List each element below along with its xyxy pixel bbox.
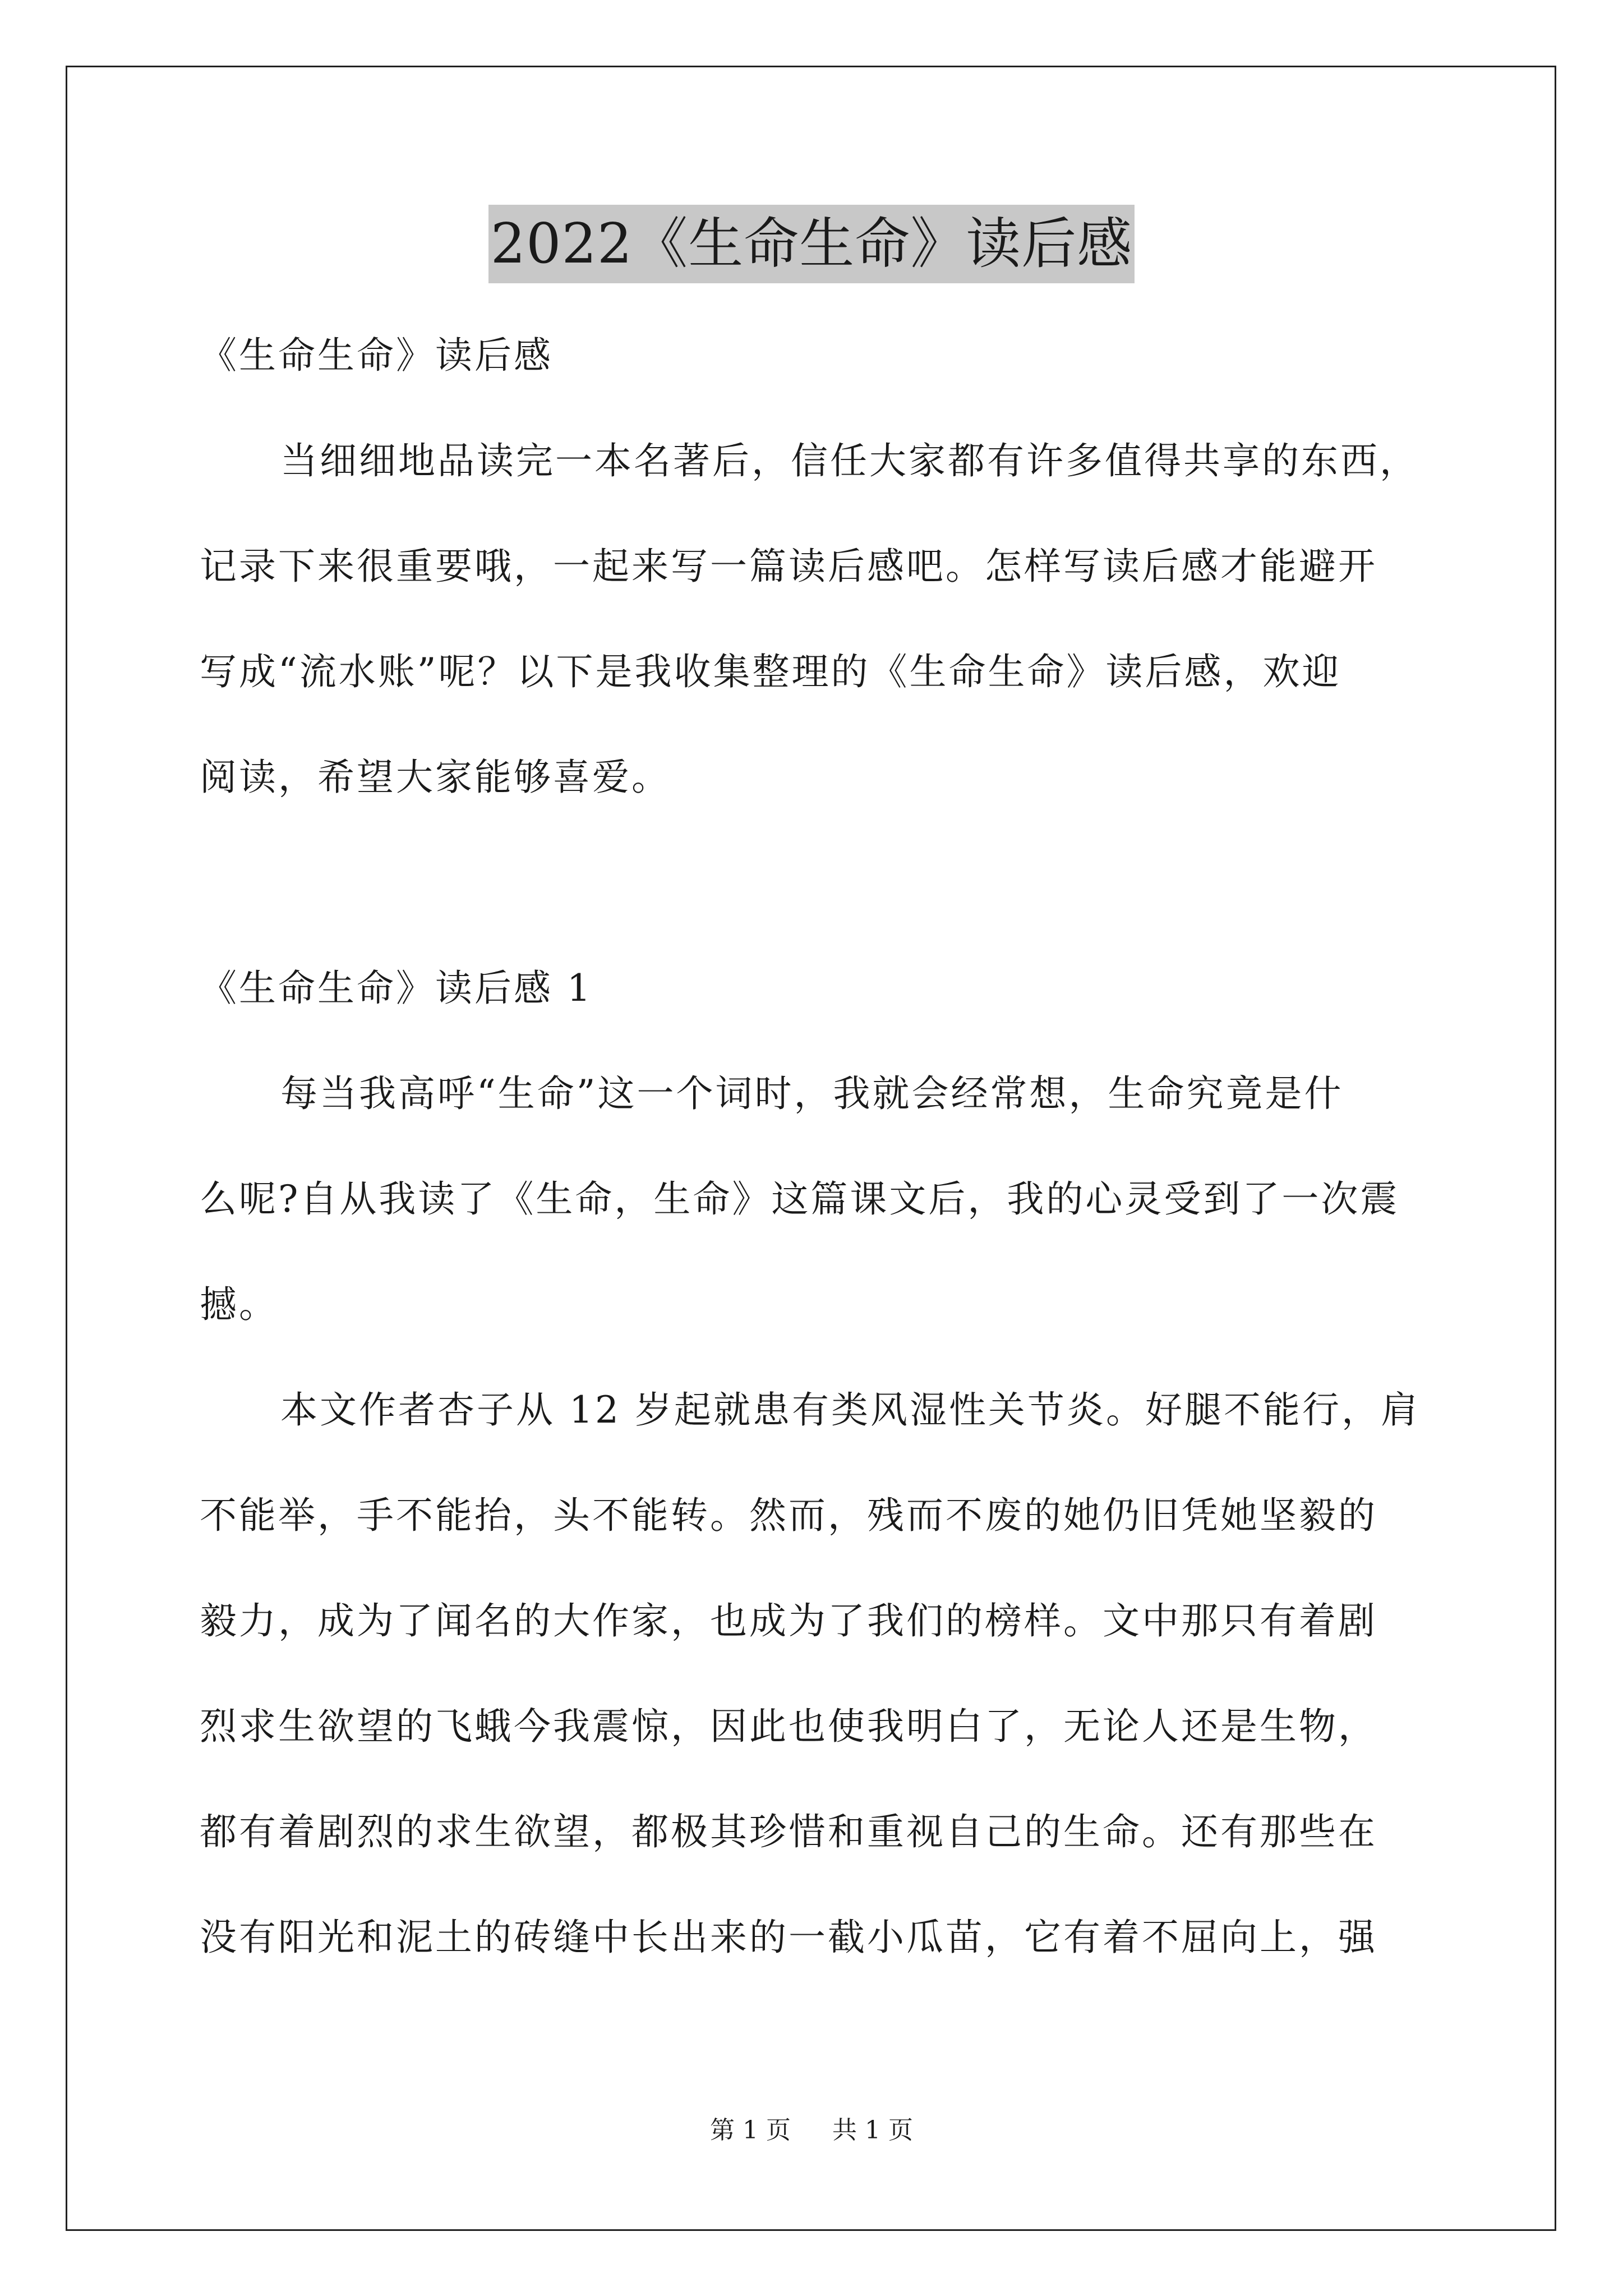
page-total: 共 1 页 bbox=[832, 2116, 913, 2145]
page-number: 第 1 页 bbox=[710, 2116, 791, 2145]
paragraph-line: 烈求生欲望的飞蛾今我震惊，因此也使我明白了，无论人还是生物， bbox=[200, 1705, 1377, 1748]
paragraph-line: 都有着剧烈的求生欲望，都极其珍惜和重视自己的生命。还有那些在 bbox=[200, 1810, 1377, 1853]
paragraph-line: 毅力，成为了闻名的大作家，也成为了我们的榜样。文中那只有着剧 bbox=[200, 1599, 1377, 1642]
subtitle: 《生命生命》读后感 bbox=[200, 334, 553, 377]
paragraph-line: 么呢?自从我读了《生命，生命》这篇课文后，我的心灵受到了一次震 bbox=[200, 1177, 1400, 1221]
paragraph-gap bbox=[200, 830, 1433, 936]
title-container bbox=[0, 205, 1623, 283]
intro-line: 当细细地品读完一本名著后，信任大家都有许多值得共享的东西， bbox=[280, 439, 1419, 482]
page-footer bbox=[0, 2114, 1623, 2147]
paragraph-line: 撼。 bbox=[200, 1283, 278, 1326]
document-body bbox=[200, 303, 1433, 1990]
intro-line: 写成“流水账”呢？以下是我收集整理的《生命生命》读后感，欢迎 bbox=[200, 650, 1341, 693]
section-heading: 《生命生命》读后感 1 bbox=[200, 967, 593, 1010]
paragraph-line: 没有阳光和泥土的砖缝中长出来的一截小瓜苗，它有着不屈向上，强 bbox=[200, 1916, 1377, 1959]
paragraph-line: 每当我高呼“生命”这一个词时，我就会经常想，生命究竟是什 bbox=[280, 1072, 1344, 1115]
intro-line: 记录下来很重要哦，一起来写一篇读后感吧。怎样写读后感才能避开 bbox=[200, 545, 1377, 588]
paragraph-line: 不能举，手不能抬，头不能转。然而，残而不废的她仍旧凭她坚毅的 bbox=[200, 1494, 1377, 1537]
paragraph-line: 本文作者杏子从 12 岁起就患有类风湿性关节炎。好腿不能行，肩 bbox=[280, 1388, 1420, 1432]
intro-line: 阅读，希望大家能够喜爱。 bbox=[200, 756, 671, 799]
document-title: 2022《生命生命》读后感 bbox=[488, 205, 1135, 283]
